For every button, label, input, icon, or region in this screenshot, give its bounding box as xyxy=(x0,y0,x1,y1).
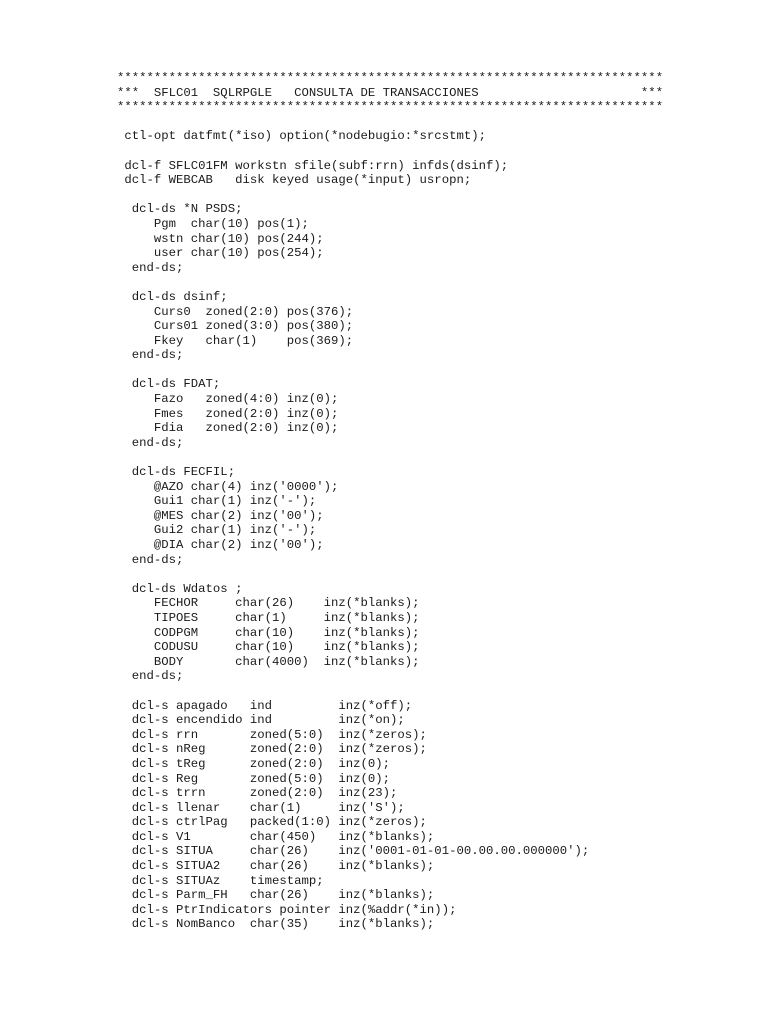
code-line: dcl-s nReg zoned(2:0) inz(*zeros); xyxy=(117,742,427,757)
blank-line xyxy=(117,115,663,130)
code-line: user char(10) pos(254); xyxy=(117,246,324,261)
code-line: end-ds; xyxy=(117,348,184,363)
code-line: dcl-s tReg zoned(2:0) inz(0); xyxy=(117,756,391,771)
code-line: end-ds; xyxy=(117,669,184,684)
code-line: dcl-ds Wdatos ; xyxy=(117,581,243,596)
code-line: FECHOR char(26) inz(*blanks); xyxy=(117,596,420,611)
code-line: @MES char(2) inz('00'); xyxy=(117,508,324,523)
blank-line xyxy=(117,144,663,159)
code-line: dcl-s encendido ind inz(*on); xyxy=(117,713,405,728)
code-line: Curs0 zoned(2:0) pos(376); xyxy=(117,304,354,319)
blank-line xyxy=(117,684,663,699)
code-line: end-ds; xyxy=(117,260,184,275)
code-line: Fdia zoned(2:0) inz(0); xyxy=(117,421,339,436)
code-line: *** SFLC01 SQLRPGLE CONSULTA DE TRANSACCIONES *** xyxy=(117,85,664,100)
code-line: Fazo zoned(4:0) inz(0); xyxy=(117,392,339,407)
code-line: Pgm char(10) pos(1); xyxy=(117,216,309,231)
code-line: TIPOES char(1) inz(*blanks); xyxy=(117,610,420,625)
code-line: dcl-s V1 char(450) inz(*blanks); xyxy=(117,829,435,844)
code-line: Fmes zoned(2:0) inz(0); xyxy=(117,406,339,421)
code-line: ************************************************************************** xyxy=(117,100,664,115)
code-line: dcl-s ctrlPag packed(1:0) inz(*zeros); xyxy=(117,815,427,830)
code-line: Gui2 char(1) inz('-'); xyxy=(117,523,317,538)
code-line: dcl-ds *N PSDS; xyxy=(117,202,243,217)
code-line: CODUSU char(10) inz(*blanks); xyxy=(117,640,420,655)
code-line: dcl-s rrn zoned(5:0) inz(*zeros); xyxy=(117,727,427,742)
code-line: CODPGM char(10) inz(*blanks); xyxy=(117,625,420,640)
code-line: dcl-s SITUAz timestamp; xyxy=(117,873,324,888)
code-line: Curs01 zoned(3:0) pos(380); xyxy=(117,319,354,334)
code-line: ************************************************************************** xyxy=(117,71,664,85)
code-line: dcl-s apagado ind inz(*off); xyxy=(117,698,413,713)
code-line: dcl-s trrn zoned(2:0) inz(23); xyxy=(117,786,398,801)
code-line: dcl-f WEBCAB disk keyed usage(*input) usropn; xyxy=(117,173,472,188)
code-line: dcl-s llenar char(1) inz('S'); xyxy=(117,800,405,815)
code-line: BODY char(4000) inz(*blanks); xyxy=(117,654,420,669)
code-line: @DIA char(2) inz('00'); xyxy=(117,538,324,552)
blank-line xyxy=(117,188,663,203)
code-line: wstn char(10) pos(244); xyxy=(117,231,324,246)
blank-line xyxy=(117,567,663,582)
blank-line xyxy=(117,275,663,290)
code-line: dcl-s Reg zoned(5:0) inz(0); xyxy=(117,771,391,786)
code-line: Fkey char(1) pos(369); xyxy=(117,333,354,348)
code-line: dcl-s SITUA char(26) inz('0001-01-01-00.00.00.000000'); xyxy=(117,844,590,859)
code-line: ctl-opt datfmt(*iso) option(*nodebugio:*srcstmt); xyxy=(117,129,486,144)
code-line: dcl-ds dsinf; xyxy=(117,289,228,304)
blank-line xyxy=(117,450,663,465)
code-line: end-ds; xyxy=(117,435,184,450)
code-line: Gui1 char(1) inz('-'); xyxy=(117,494,317,509)
blank-line xyxy=(117,363,663,378)
code-line: dcl-ds FDAT; xyxy=(117,377,221,392)
code-line: dcl-s NomBanco char(35) inz(*blanks); xyxy=(117,917,435,932)
code-line: @AZO char(4) inz('0000'); xyxy=(117,479,339,494)
code-line: dcl-s SITUA2 char(26) inz(*blanks); xyxy=(117,859,435,874)
code-line: dcl-ds FECFIL; xyxy=(117,465,236,480)
code-line: dcl-s PtrIndicators pointer inz(%addr(*in)); xyxy=(117,902,457,917)
code-line: end-ds; xyxy=(117,552,184,567)
source-code-listing xyxy=(117,71,663,932)
code-line: dcl-f SFLC01FM workstn sfile(subf:rrn) infds(dsinf); xyxy=(117,158,509,173)
code-line: dcl-s Parm_FH char(26) inz(*blanks); xyxy=(117,888,435,903)
